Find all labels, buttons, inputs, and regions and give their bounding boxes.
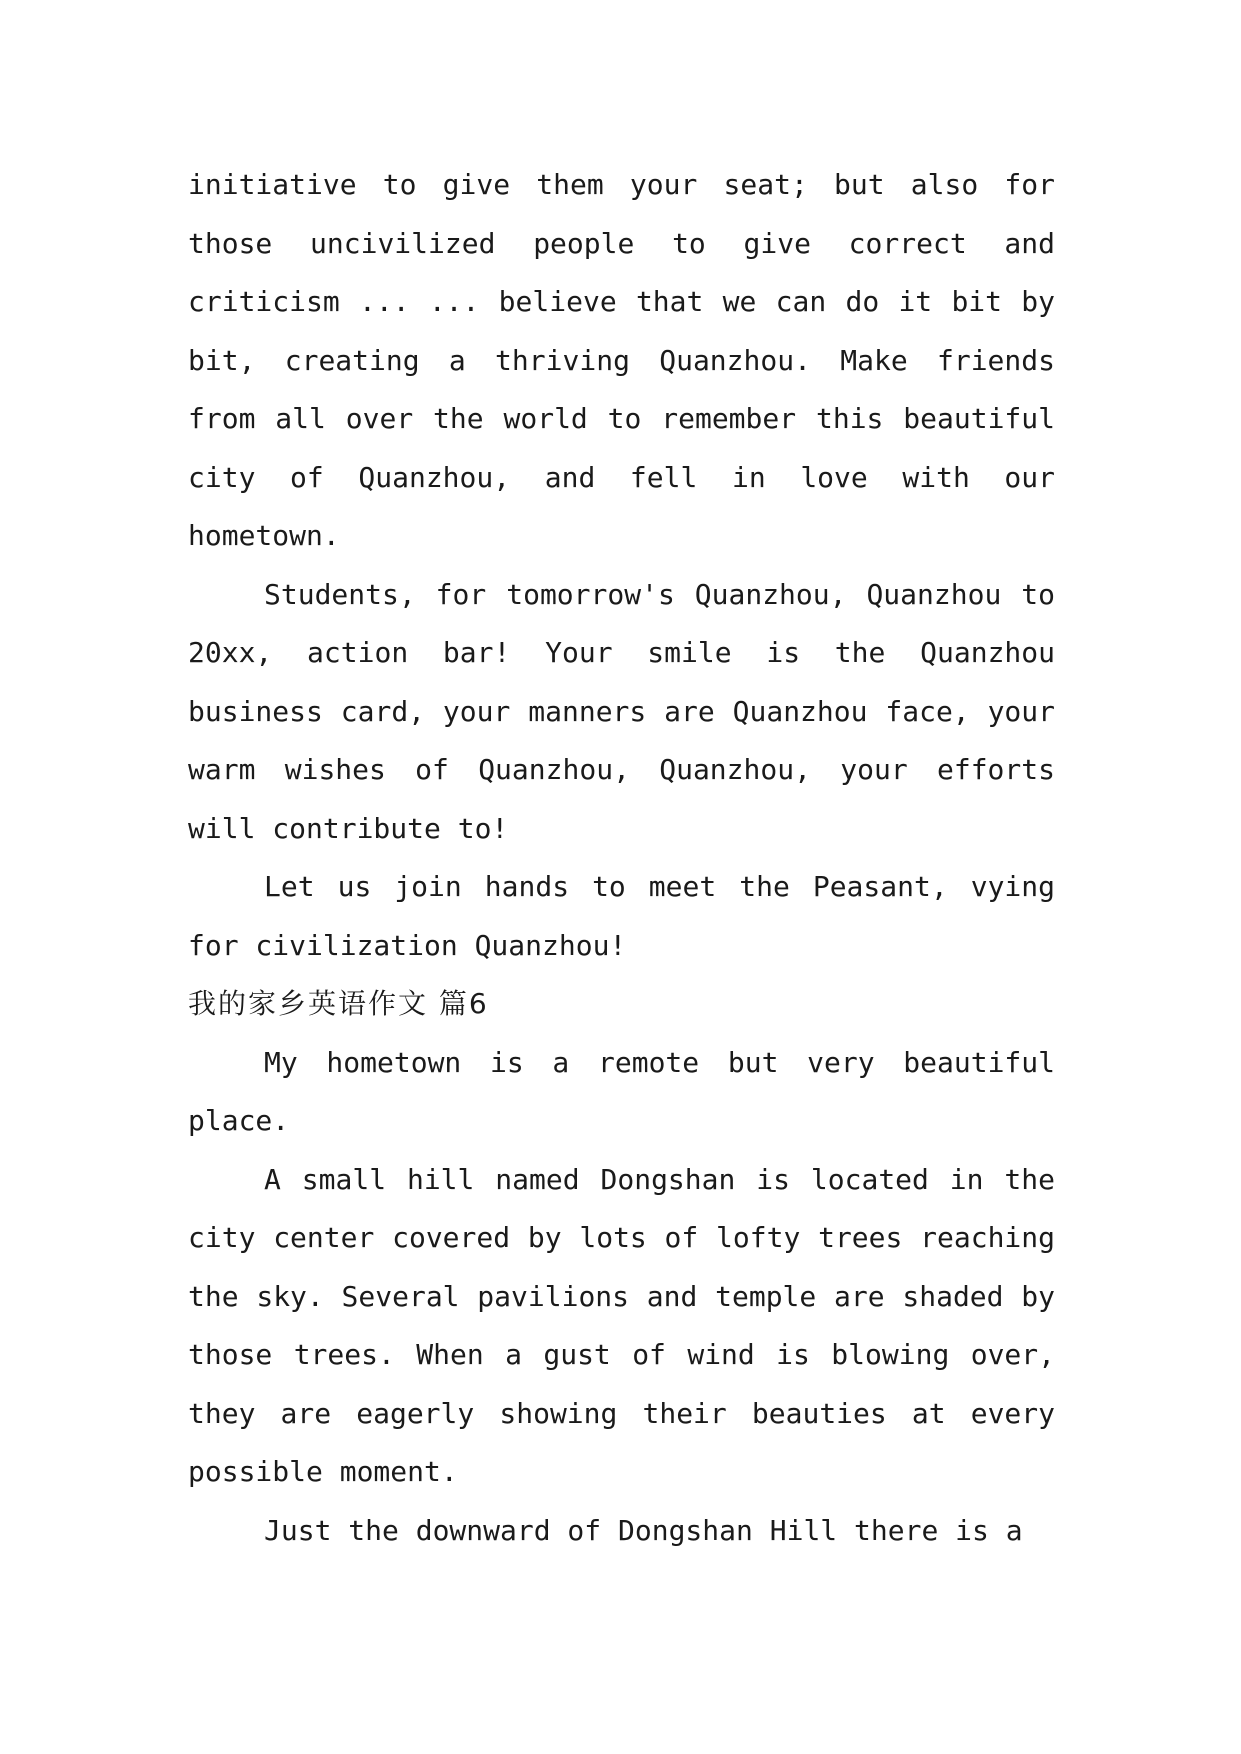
paragraph-downward-dongshan: Just the downward of Dongshan Hill there is a: [264, 1513, 1023, 1547]
paragraph-continued: initiative to give them your seat; but also for those uncivilized people to give correct and criticism ... ... believe that we can do it bit by bit, creating a thriving Quanzhou. Make friends from all over the world to remember this beautiful city of Quanzhou, and fell in love with our hometown.: [188, 168, 1055, 552]
document-body: [188, 156, 1055, 1560]
paragraph-dongshan-hill: A small hill named Dongshan is located in the city center covered by lots of lofty trees reaching the sky. Several pavilions and temple are shaded by those trees. When a gust of wind is blowing over, they are eagerly showing their beauties at every possible moment.: [188, 1162, 1055, 1488]
paragraph-join-hands: Let us join hands to meet the Peasant, vying for civilization Quanzhou!: [188, 870, 1055, 962]
section-heading: 我的家乡英语作文 篇6: [188, 987, 489, 1020]
paragraph-students-call: Students, for tomorrow's Quanzhou, Quanzhou to 20xx, action bar! Your smile is the Quanzhou business card, your manners are Quanzhou face, your warm wishes of Quanzhou, Quanzhou, your efforts will contribute to!: [188, 577, 1055, 845]
paragraph-hometown-intro: My hometown is a remote but very beautiful place.: [188, 1045, 1055, 1137]
